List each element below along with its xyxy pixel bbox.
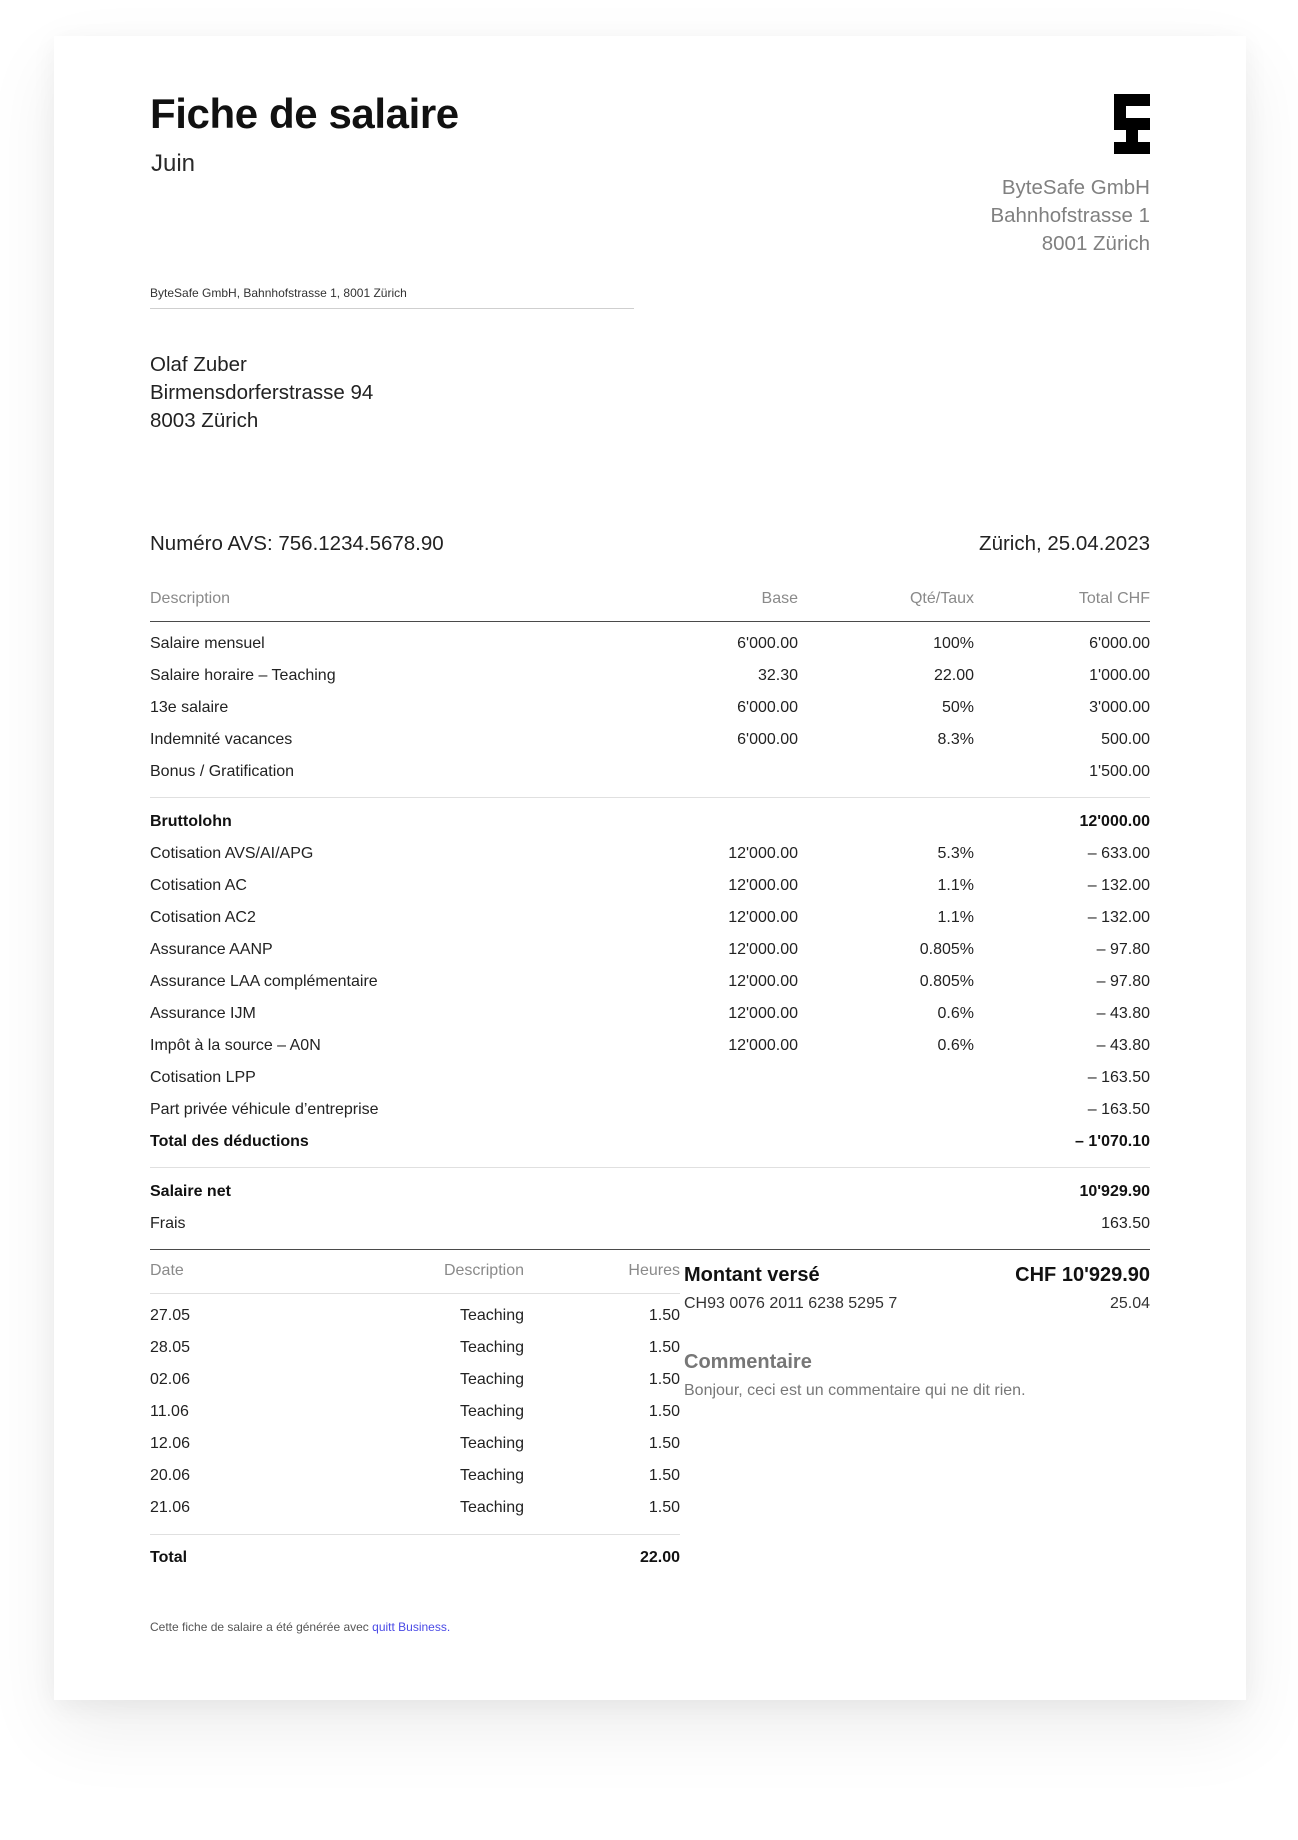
row-total: – 163.50	[1087, 1069, 1150, 1086]
row-rate: 1.1%	[937, 909, 974, 926]
row-rate: 22.00	[933, 667, 974, 684]
row-base: 12'000.00	[728, 909, 798, 926]
table-row	[150, 756, 1150, 788]
header-description: Description	[150, 590, 231, 607]
recipient-name: Olaf Zuber	[150, 353, 247, 376]
table-row	[150, 1062, 1150, 1094]
net-salary-value: 10'929.90	[1079, 1183, 1150, 1200]
deductions-total-row	[150, 1126, 1150, 1158]
row-base: 12'000.00	[728, 1037, 798, 1054]
hours-row-hours: 1.50	[648, 1467, 680, 1484]
header-total: Total CHF	[1078, 590, 1150, 607]
company-address	[990, 174, 1150, 258]
header-base: Base	[761, 590, 798, 607]
table-row	[150, 838, 1150, 870]
hours-row-hours: 1.50	[648, 1371, 680, 1388]
table-row	[150, 998, 1150, 1030]
deductions-total-value: – 1'070.10	[1075, 1133, 1150, 1150]
row-total: – 97.80	[1096, 973, 1150, 990]
hours-row	[150, 1396, 680, 1428]
sender-line: ByteSafe GmbH, Bahnhofstrasse 1, 8001 Zürich	[150, 286, 634, 309]
row-description: Assurance IJM	[150, 1005, 256, 1022]
hours-row-hours: 1.50	[648, 1435, 680, 1452]
earnings-rows	[150, 628, 1150, 788]
gross-label: Bruttolohn	[150, 813, 232, 830]
table-row	[150, 628, 1150, 660]
comment-text: Bonjour, ceci est un commentaire qui ne dit rien.	[684, 1382, 1026, 1399]
payment-iban: CH93 0076 2011 6238 5295 7	[684, 1295, 898, 1312]
row-total: 1'000.00	[1089, 667, 1150, 684]
hours-row-description: Teaching	[459, 1467, 524, 1484]
table-row	[150, 934, 1150, 966]
row-base: 6'000.00	[737, 699, 798, 716]
table-row	[150, 902, 1150, 934]
row-base: 12'000.00	[728, 941, 798, 958]
payment-block	[684, 1264, 1150, 1400]
hours-row-hours: 1.50	[648, 1403, 680, 1420]
row-base: 12'000.00	[728, 845, 798, 862]
hours-row-hours: 1.50	[648, 1307, 680, 1324]
footer-note	[150, 1620, 450, 1634]
table-row	[150, 692, 1150, 724]
hours-row-description: Teaching	[459, 1403, 524, 1420]
avs-number: Numéro AVS: 756.1234.5678.90	[150, 532, 444, 555]
hours-row-description: Teaching	[459, 1499, 524, 1516]
row-rate: 0.805%	[919, 941, 974, 958]
hours-row	[150, 1460, 680, 1492]
row-description: 13e salaire	[150, 699, 229, 716]
table-row	[150, 724, 1150, 756]
hours-row-description: Teaching	[459, 1339, 524, 1356]
hours-row	[150, 1300, 680, 1332]
row-description: Cotisation AC2	[150, 909, 256, 926]
row-rate: 1.1%	[937, 877, 974, 894]
row-base: 12'000.00	[728, 1005, 798, 1022]
hours-row	[150, 1428, 680, 1460]
comment-title: Commentaire	[684, 1351, 812, 1373]
hours-row-hours: 1.50	[648, 1339, 680, 1356]
row-rate: 5.3%	[937, 845, 974, 862]
row-base: 6'000.00	[737, 635, 798, 652]
place-date: Zürich, 25.04.2023	[979, 532, 1150, 555]
gross-row	[150, 806, 1150, 838]
row-base: 12'000.00	[728, 973, 798, 990]
header-rate: Qté/Taux	[909, 590, 974, 607]
deduction-rows	[150, 838, 1150, 1126]
row-description: Salaire horaire – Teaching	[150, 667, 336, 684]
row-total: – 132.00	[1087, 877, 1150, 894]
hours-header	[150, 1258, 680, 1294]
payment-date: 25.04	[1109, 1295, 1150, 1312]
row-total: – 163.50	[1087, 1101, 1150, 1118]
company-city: 8001 Zürich	[1041, 232, 1150, 255]
row-total: 3'000.00	[1089, 699, 1150, 716]
row-base: 32.30	[757, 667, 798, 684]
hours-row-date: 11.06	[150, 1403, 189, 1420]
page-subtitle-month: Juin	[151, 150, 196, 177]
recipient-address	[150, 351, 373, 435]
table-row	[150, 1094, 1150, 1126]
footer-link[interactable]: quitt Business.	[372, 1620, 451, 1634]
divider	[150, 788, 1150, 798]
row-description: Assurance AANP	[150, 941, 273, 958]
hours-row-description: Teaching	[459, 1371, 524, 1388]
hours-total-row	[150, 1534, 680, 1574]
hours-row-date: 21.06	[150, 1499, 191, 1516]
table-row	[150, 1030, 1150, 1062]
hours-total-label: Total	[150, 1548, 188, 1566]
hours-row-date: 20.06	[150, 1467, 191, 1484]
row-description: Cotisation LPP	[150, 1069, 256, 1086]
row-base: 6'000.00	[737, 731, 798, 748]
table-row	[150, 660, 1150, 692]
payment-title: Montant versé	[684, 1264, 820, 1286]
hours-row-date: 12.06	[150, 1435, 191, 1452]
deductions-total-label: Total des déductions	[150, 1133, 309, 1150]
row-base: 12'000.00	[728, 877, 798, 894]
company-street: Bahnhofstrasse 1	[990, 204, 1150, 227]
row-total: 500.00	[1101, 731, 1150, 748]
hours-row-date: 27.05	[150, 1307, 191, 1324]
table-row	[150, 870, 1150, 902]
row-total: – 633.00	[1087, 845, 1150, 862]
row-total: – 43.80	[1096, 1005, 1150, 1022]
expenses-value: 163.50	[1101, 1215, 1150, 1232]
row-description: Impôt à la source – A0N	[150, 1037, 321, 1054]
row-description: Cotisation AVS/AI/APG	[150, 845, 314, 862]
row-total: 1'500.00	[1089, 763, 1150, 780]
expenses-row	[150, 1208, 1150, 1240]
row-rate: 0.6%	[937, 1005, 974, 1022]
hours-header-hours: Heures	[628, 1262, 680, 1279]
hours-row-date: 02.06	[150, 1371, 191, 1388]
table-row	[150, 966, 1150, 998]
row-rate: 8.3%	[937, 731, 974, 748]
row-rate: 100%	[933, 635, 974, 652]
gross-total: 12'000.00	[1079, 813, 1150, 830]
footer-text: Cette fiche de salaire a été générée avec	[150, 1620, 373, 1634]
row-rate: 0.805%	[919, 973, 974, 990]
hours-header-description: Description	[443, 1262, 524, 1279]
hours-rows	[150, 1300, 680, 1524]
table-header	[150, 586, 1150, 622]
hours-row	[150, 1332, 680, 1364]
expenses-label: Frais	[150, 1215, 186, 1232]
hours-row-description: Teaching	[459, 1435, 524, 1452]
hours-row	[150, 1492, 680, 1524]
row-description: Indemnité vacances	[150, 731, 293, 748]
net-salary-label: Salaire net	[150, 1183, 231, 1200]
row-rate: 0.6%	[937, 1037, 974, 1054]
recipient-street: Birmensdorferstrasse 94	[150, 381, 374, 404]
row-total: – 97.80	[1096, 941, 1150, 958]
row-description: Salaire mensuel	[150, 635, 265, 652]
row-description: Bonus / Gratification	[150, 763, 295, 780]
row-rate: 50%	[941, 699, 974, 716]
page-title: Fiche de salaire	[150, 90, 459, 137]
table-end-line	[150, 1240, 1150, 1250]
divider	[150, 1158, 1150, 1168]
row-description: Part privée véhicule d’entreprise	[150, 1101, 379, 1118]
row-total: – 132.00	[1087, 909, 1150, 926]
company-logo-icon	[1114, 94, 1150, 154]
hours-table	[150, 1258, 680, 1574]
hours-row-description: Teaching	[459, 1307, 524, 1324]
hours-header-date: Date	[150, 1262, 184, 1279]
net-salary-row	[150, 1176, 1150, 1208]
row-description: Cotisation AC	[150, 877, 247, 894]
company-name: ByteSafe GmbH	[1001, 176, 1150, 199]
salary-table	[150, 586, 1150, 1250]
payslip-page	[54, 36, 1246, 1700]
row-description: Assurance LAA complémentaire	[150, 973, 378, 990]
hours-row	[150, 1364, 680, 1396]
hours-row-date: 28.05	[150, 1339, 191, 1356]
hours-total-value: 22.00	[639, 1548, 680, 1566]
hours-row-hours: 1.50	[648, 1499, 680, 1516]
row-total: – 43.80	[1096, 1037, 1150, 1054]
recipient-city: 8003 Zürich	[150, 409, 259, 432]
row-total: 6'000.00	[1089, 635, 1150, 652]
payment-amount: CHF 10'929.90	[1015, 1264, 1150, 1286]
